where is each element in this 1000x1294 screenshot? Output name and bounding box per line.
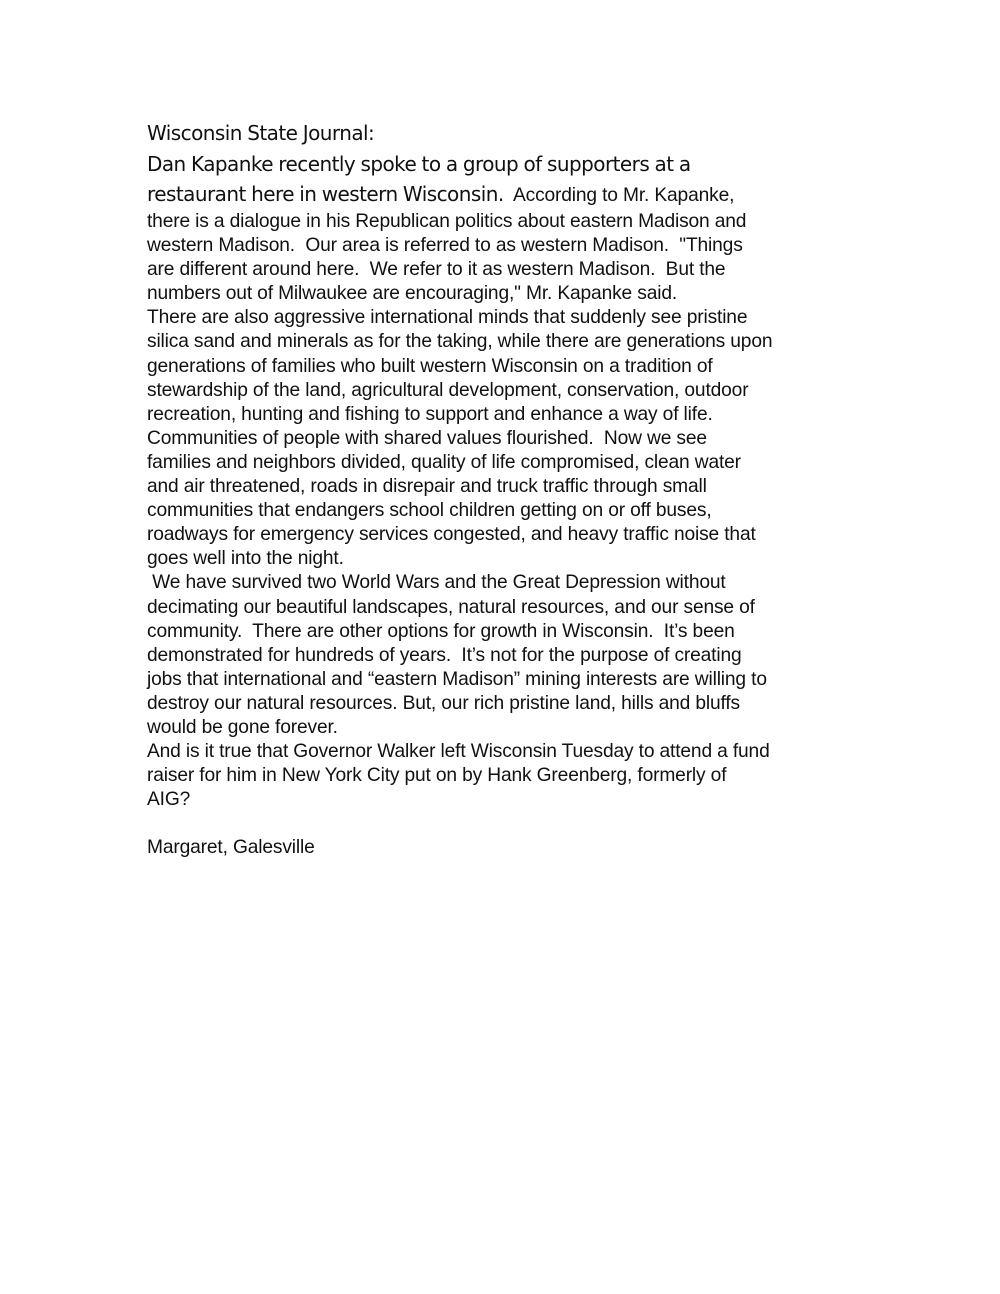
- body-line: demonstrated for hundreds of years. It’s not for the purpose of creating: [147, 644, 742, 666]
- body-line: decimating our beautiful landscapes, natural resources, and our sense of: [147, 596, 755, 618]
- body-line: numbers out of Milwaukee are encouraging," Mr. Kapanke said.: [147, 283, 678, 305]
- body-line: families and neighbors divided, quality of life compromised, clean water: [147, 451, 741, 473]
- body-line: And is it true that Governor Walker left Wisconsin Tuesday to attend a fund: [147, 741, 770, 763]
- lead-line-mixed: [147, 179, 867, 210]
- lead-line: Dan Kapanke recently spoke to a group of supporters at a: [147, 152, 691, 176]
- body-line: and air threatened, roads in disrepair and truck traffic through small: [147, 476, 707, 498]
- body-line: silica sand and minerals as for the taking, while there are generations upon: [147, 331, 773, 353]
- body-line: stewardship of the land, agricultural development, conservation, outdoor: [147, 379, 749, 401]
- body-line: goes well into the night.: [147, 548, 344, 570]
- signature: Margaret, Galesville: [147, 837, 315, 859]
- letter-to-editor: [147, 118, 867, 861]
- body-line: there is a dialogue in his Republican politics about eastern Madison and: [147, 211, 747, 232]
- body-line: We have survived two World Wars and the Great Depression without: [147, 572, 726, 594]
- body-line: western Madison. Our area is referred to as western Madison. "Things: [147, 235, 743, 257]
- body-line: There are also aggressive international minds that suddenly see pristine: [147, 307, 748, 329]
- body-line: generations of families who built western Wisconsin on a tradition of: [147, 355, 713, 377]
- body-line: communities that endangers school children getting on or off buses,: [147, 500, 712, 522]
- body-line: community. There are other options for growth in Wisconsin. It’s been: [147, 620, 735, 642]
- body-line: would be gone forever.: [147, 716, 338, 738]
- letter-body: [147, 210, 867, 861]
- body-line: destroy our natural resources. But, our rich pristine land, hills and bluffs: [147, 692, 740, 714]
- body-line: recreation, hunting and fishing to support and enhance a way of life.: [147, 403, 713, 425]
- body-line: Communities of people with shared values flourished. Now we see: [147, 427, 707, 449]
- lead-line-tail: According to Mr. Kapanke,: [503, 185, 735, 206]
- body-line: raiser for him in New York City put on by Hank Greenberg, formerly of: [147, 765, 727, 787]
- body-line: roadways for emergency services congested, and heavy traffic noise that: [147, 524, 756, 546]
- body-line: AIG?: [147, 789, 191, 811]
- blank-line: [147, 812, 867, 836]
- lead-line: restaurant here in western Wisconsin.: [147, 182, 504, 206]
- body-line: are different around here. We refer to it as western Madison. But the: [147, 259, 726, 281]
- publication-heading: Wisconsin State Journal:: [147, 121, 375, 145]
- body-line: jobs that international and “eastern Madison” mining interests are willing to: [147, 668, 767, 690]
